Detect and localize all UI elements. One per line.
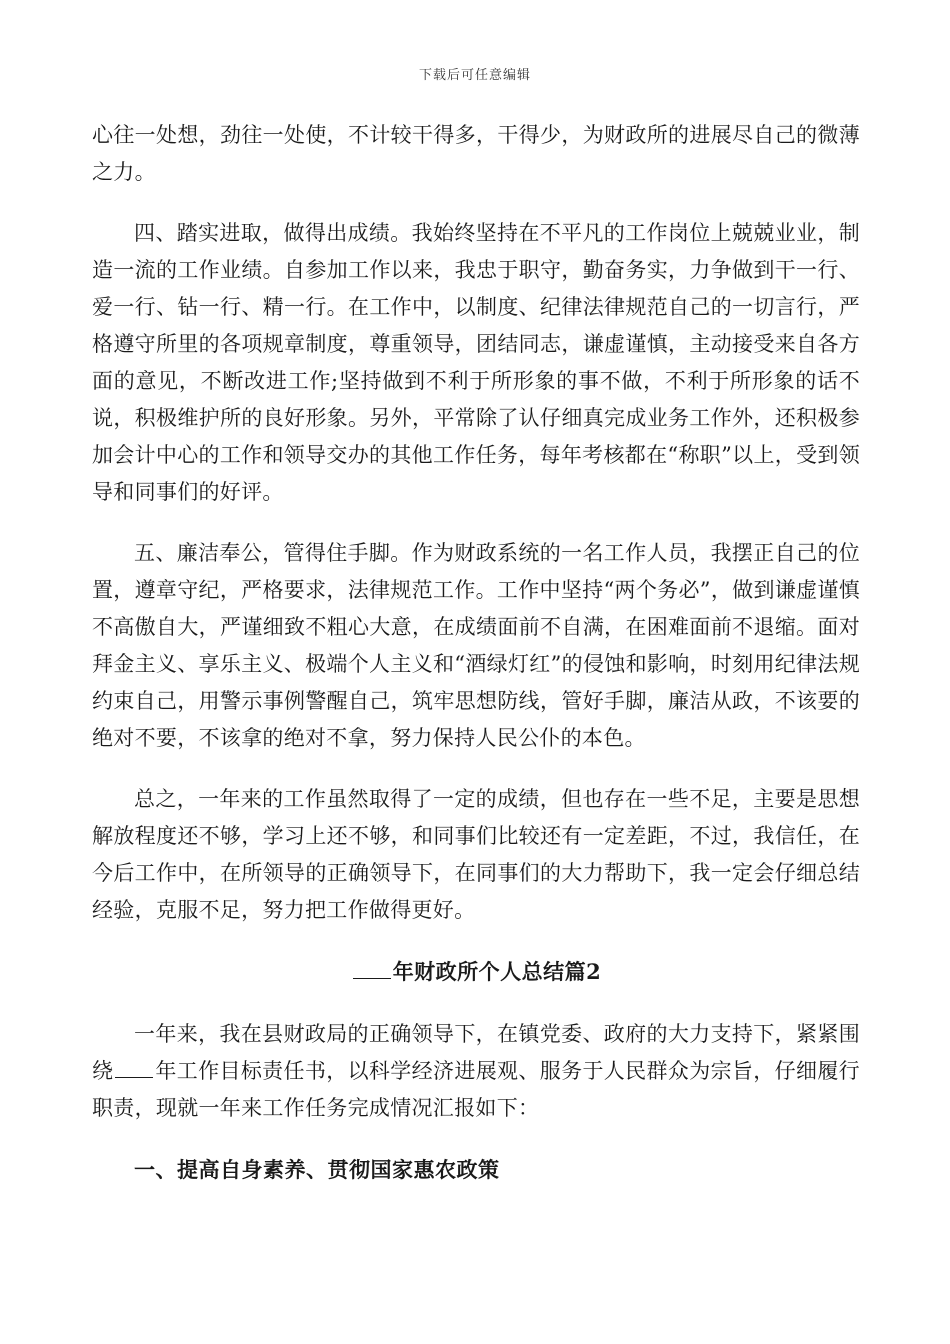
paragraph-section-four: 四、踏实进取，做得出成绩。我始终坚持在不平凡的工作岗位上兢兢业业，制造一流的工作业绩。自参加工作以来，我忠于职守，勤奋务实，力争做到干一行、爱一行、钻一行、精一行。在工作中，以制度、纪律法律规范自己的一切言行，严格遵守所里的各项规章制度，尊重领导，团结同志，谦虚谨慎，主动接受来自各方面的意见，不断改进工作;坚持做到不利于所形象的事不做，不利于所形象的话不说，积极维护所的良好形象。另外，平常除了认仔细真完成业务工作外，还积极参加会计中心的工作和领导交办的其他工作任务，每年考核都在“称职”以上，受到领导和同事们的好评。 bbox=[92, 221, 860, 504]
document-body bbox=[92, 117, 860, 1188]
intro-text-part1: 一年来，我在县财政局的正确领导下，在镇党委、政府的大力支持下，紧紧围绕 bbox=[92, 1022, 860, 1083]
paragraph-section-five: 五、廉洁奉公，管得住手脚。作为财政系统的一名工作人员，我摆正自己的位置，遵章守纪，严格要求，法律规范工作。工作中坚持“两个务必”，做到谦虚谨慎不高傲自大，严谨细致不粗心大意，在成绩面前不自满，在困难面前不退缩。面对拜金主义、享乐主义、极端个人主义和“酒绿灯红”的侵蚀和影响，时刻用纪律法规约束自己，用警示事例警醒自己，筑牢思想防线，管好手脚，廉洁从政，不该要的绝对不要，不该拿的绝对不拿，努力保持人民公仆的本色。 bbox=[92, 541, 860, 750]
paragraph-intro bbox=[92, 1016, 860, 1127]
paragraph-continuation: 心往一处想，劲往一处使，不计较干得多，干得少，为财政所的进展尽自己的微薄之力。 bbox=[92, 123, 860, 184]
subheading: 一、提高自身素养、贯彻国家惠农政策 bbox=[134, 1157, 500, 1182]
fill-in-blank bbox=[353, 960, 391, 979]
intro-text-part2: 年工作目标责任书，以科学经济进展观、服务于人民群众为宗旨，仔细履行职责，现就一年来工作任务完成情况汇报如下： bbox=[92, 1059, 860, 1120]
section-title-text: 年财政所个人总结篇2 bbox=[392, 959, 602, 984]
fill-in-blank bbox=[115, 1059, 153, 1078]
section-title bbox=[92, 953, 860, 990]
paragraph-conclusion: 总之，一年来的工作虽然取得了一定的成绩，但也存在一些不足，主要是思想解放程度还不够，学习上还不够，和同事们比较还有一定差距，不过，我信任，在今后工作中，在所领导的正确领导下，在同事们的大力帮助下，我一定会仔细总结经验，克服不足，努力把工作做得更好。 bbox=[92, 787, 860, 922]
page-header: 下载后可任意编辑 bbox=[418, 68, 531, 83]
